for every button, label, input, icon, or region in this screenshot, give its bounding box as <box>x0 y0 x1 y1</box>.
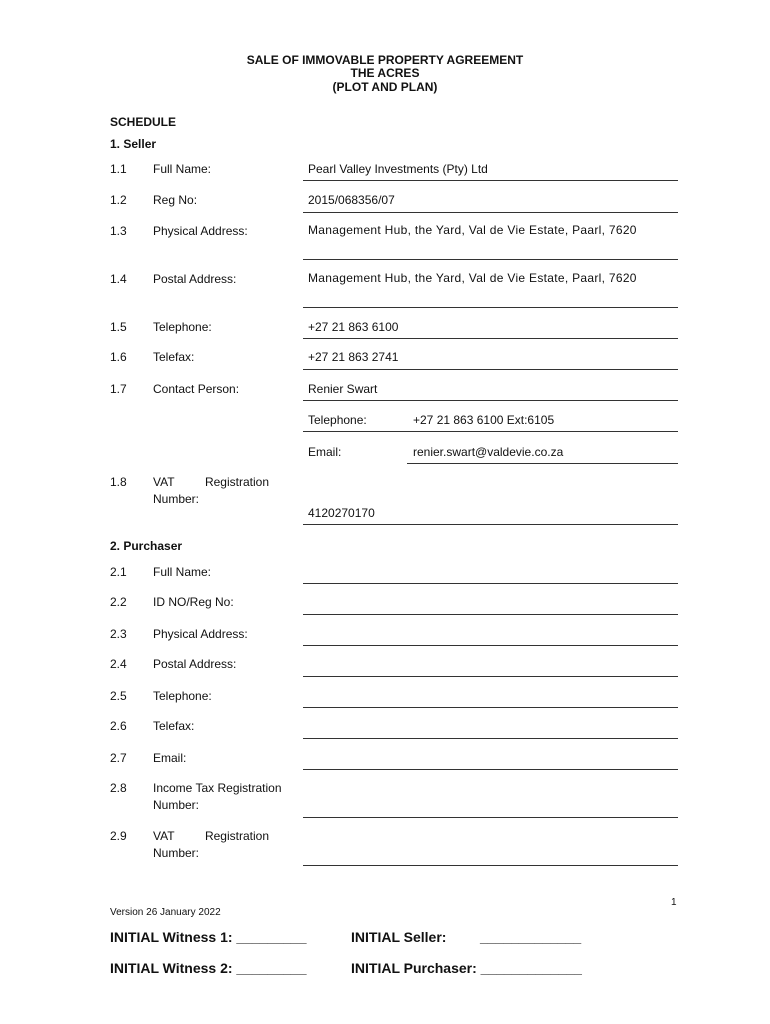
seller-physical-address-label: Physical Address: <box>153 224 248 238</box>
seller-telephone-label: Telephone: <box>153 320 212 334</box>
purchaser-postal-address-field[interactable] <box>303 676 678 677</box>
field-underline <box>407 463 678 464</box>
field-underline <box>303 212 678 213</box>
contact-telephone-value: +27 21 863 6100 Ext:6105 <box>413 413 555 427</box>
field-underline <box>303 431 678 432</box>
field-underline <box>303 180 678 181</box>
document-title: SALE OF IMMOVABLE PROPERTY AGREEMENT <box>246 53 524 67</box>
purchaser-heading: 2. Purchaser <box>110 539 183 553</box>
initial-purchaser: INITIAL Purchaser: _____________ <box>351 960 582 976</box>
purchaser-vat-field[interactable] <box>303 865 678 866</box>
item-number: 2.1 <box>110 565 127 579</box>
item-number: 2.5 <box>110 689 127 703</box>
purchaser-telefax-field[interactable] <box>303 738 678 739</box>
seller-physical-address-value: Management Hub, the Yard, Val de Vie Estate, Paarl, 7620 <box>308 223 637 237</box>
field-underline <box>303 400 678 401</box>
purchaser-telephone-label: Telephone: <box>153 689 212 703</box>
purchaser-vat-label: VAT Registration Number: <box>153 829 269 860</box>
contact-email-value: renier.swart@valdevie.co.za <box>413 445 564 459</box>
item-number: 2.2 <box>110 595 127 609</box>
seller-reg-no-label: Reg No: <box>153 193 198 207</box>
item-number: 1.3 <box>110 224 127 238</box>
purchaser-physical-address-label: Physical Address: <box>153 627 248 641</box>
initial-witness-2: INITIAL Witness 2: _________ <box>110 960 307 976</box>
version-label: Version 26 January 2022 <box>110 907 221 918</box>
purchaser-income-tax-label: Income Tax Registration Number: <box>153 781 282 812</box>
purchaser-full-name-field[interactable] <box>303 583 678 584</box>
seller-telefax-label: Telefax: <box>153 350 195 364</box>
seller-vat-value: 4120270170 <box>308 506 375 520</box>
initial-seller-label: INITIAL Seller: <box>351 929 447 945</box>
item-number: 1.4 <box>110 272 127 286</box>
item-number: 2.3 <box>110 627 127 641</box>
seller-telephone-value: +27 21 863 6100 <box>308 320 399 334</box>
seller-telefax-value: +27 21 863 2741 <box>308 350 399 364</box>
purchaser-id-label: ID NO/Reg No: <box>153 595 234 609</box>
seller-full-name-value: Pearl Valley Investments (Pty) Ltd <box>308 162 488 176</box>
seller-postal-address-label: Postal Address: <box>153 272 237 286</box>
field-underline <box>303 369 678 370</box>
contact-telephone-label: Telephone: <box>308 413 367 427</box>
contact-email-label: Email: <box>308 445 342 459</box>
purchaser-telefax-label: Telefax: <box>153 719 195 733</box>
schedule-heading: SCHEDULE <box>110 115 177 129</box>
purchaser-full-name-label: Full Name: <box>153 565 212 579</box>
purchaser-physical-address-field[interactable] <box>303 645 678 646</box>
page-number: 1 <box>671 897 677 908</box>
seller-reg-no-value: 2015/068356/07 <box>308 193 395 207</box>
initial-seller-blank: _____________ <box>480 929 582 945</box>
purchaser-email-field[interactable] <box>303 769 678 770</box>
item-number: 1.1 <box>110 162 127 176</box>
purchaser-id-field[interactable] <box>303 614 678 615</box>
item-number: 2.6 <box>110 719 127 733</box>
item-number: 2.9 <box>110 829 127 843</box>
document-subtitle-plot-plan: (PLOT AND PLAN) <box>332 80 438 94</box>
purchaser-postal-address-label: Postal Address: <box>153 657 237 671</box>
seller-full-name-label: Full Name: <box>153 162 212 176</box>
item-number: 2.8 <box>110 781 127 795</box>
item-number: 2.7 <box>110 751 127 765</box>
item-number: 1.7 <box>110 382 127 396</box>
item-number: 1.2 <box>110 193 127 207</box>
field-underline <box>303 259 678 260</box>
seller-heading: 1. Seller <box>110 137 157 151</box>
document-subtitle: THE ACRES <box>350 66 420 80</box>
field-underline <box>303 338 678 339</box>
item-number: 2.4 <box>110 657 127 671</box>
seller-vat-label: VAT Registration Number: <box>153 475 269 506</box>
field-underline <box>303 524 678 525</box>
purchaser-email-label: Email: <box>153 751 187 765</box>
item-number: 1.6 <box>110 350 127 364</box>
item-number: 1.5 <box>110 320 127 334</box>
seller-contact-person-label: Contact Person: <box>153 382 240 396</box>
purchaser-telephone-field[interactable] <box>303 707 678 708</box>
purchaser-income-tax-field[interactable] <box>303 817 678 818</box>
initial-witness-1: INITIAL Witness 1: _________ <box>110 929 307 945</box>
seller-postal-address-value: Management Hub, the Yard, Val de Vie Estate, Paarl, 7620 <box>308 271 637 285</box>
item-number: 1.8 <box>110 475 127 489</box>
field-underline <box>303 307 678 308</box>
seller-contact-person-value: Renier Swart <box>308 382 378 396</box>
